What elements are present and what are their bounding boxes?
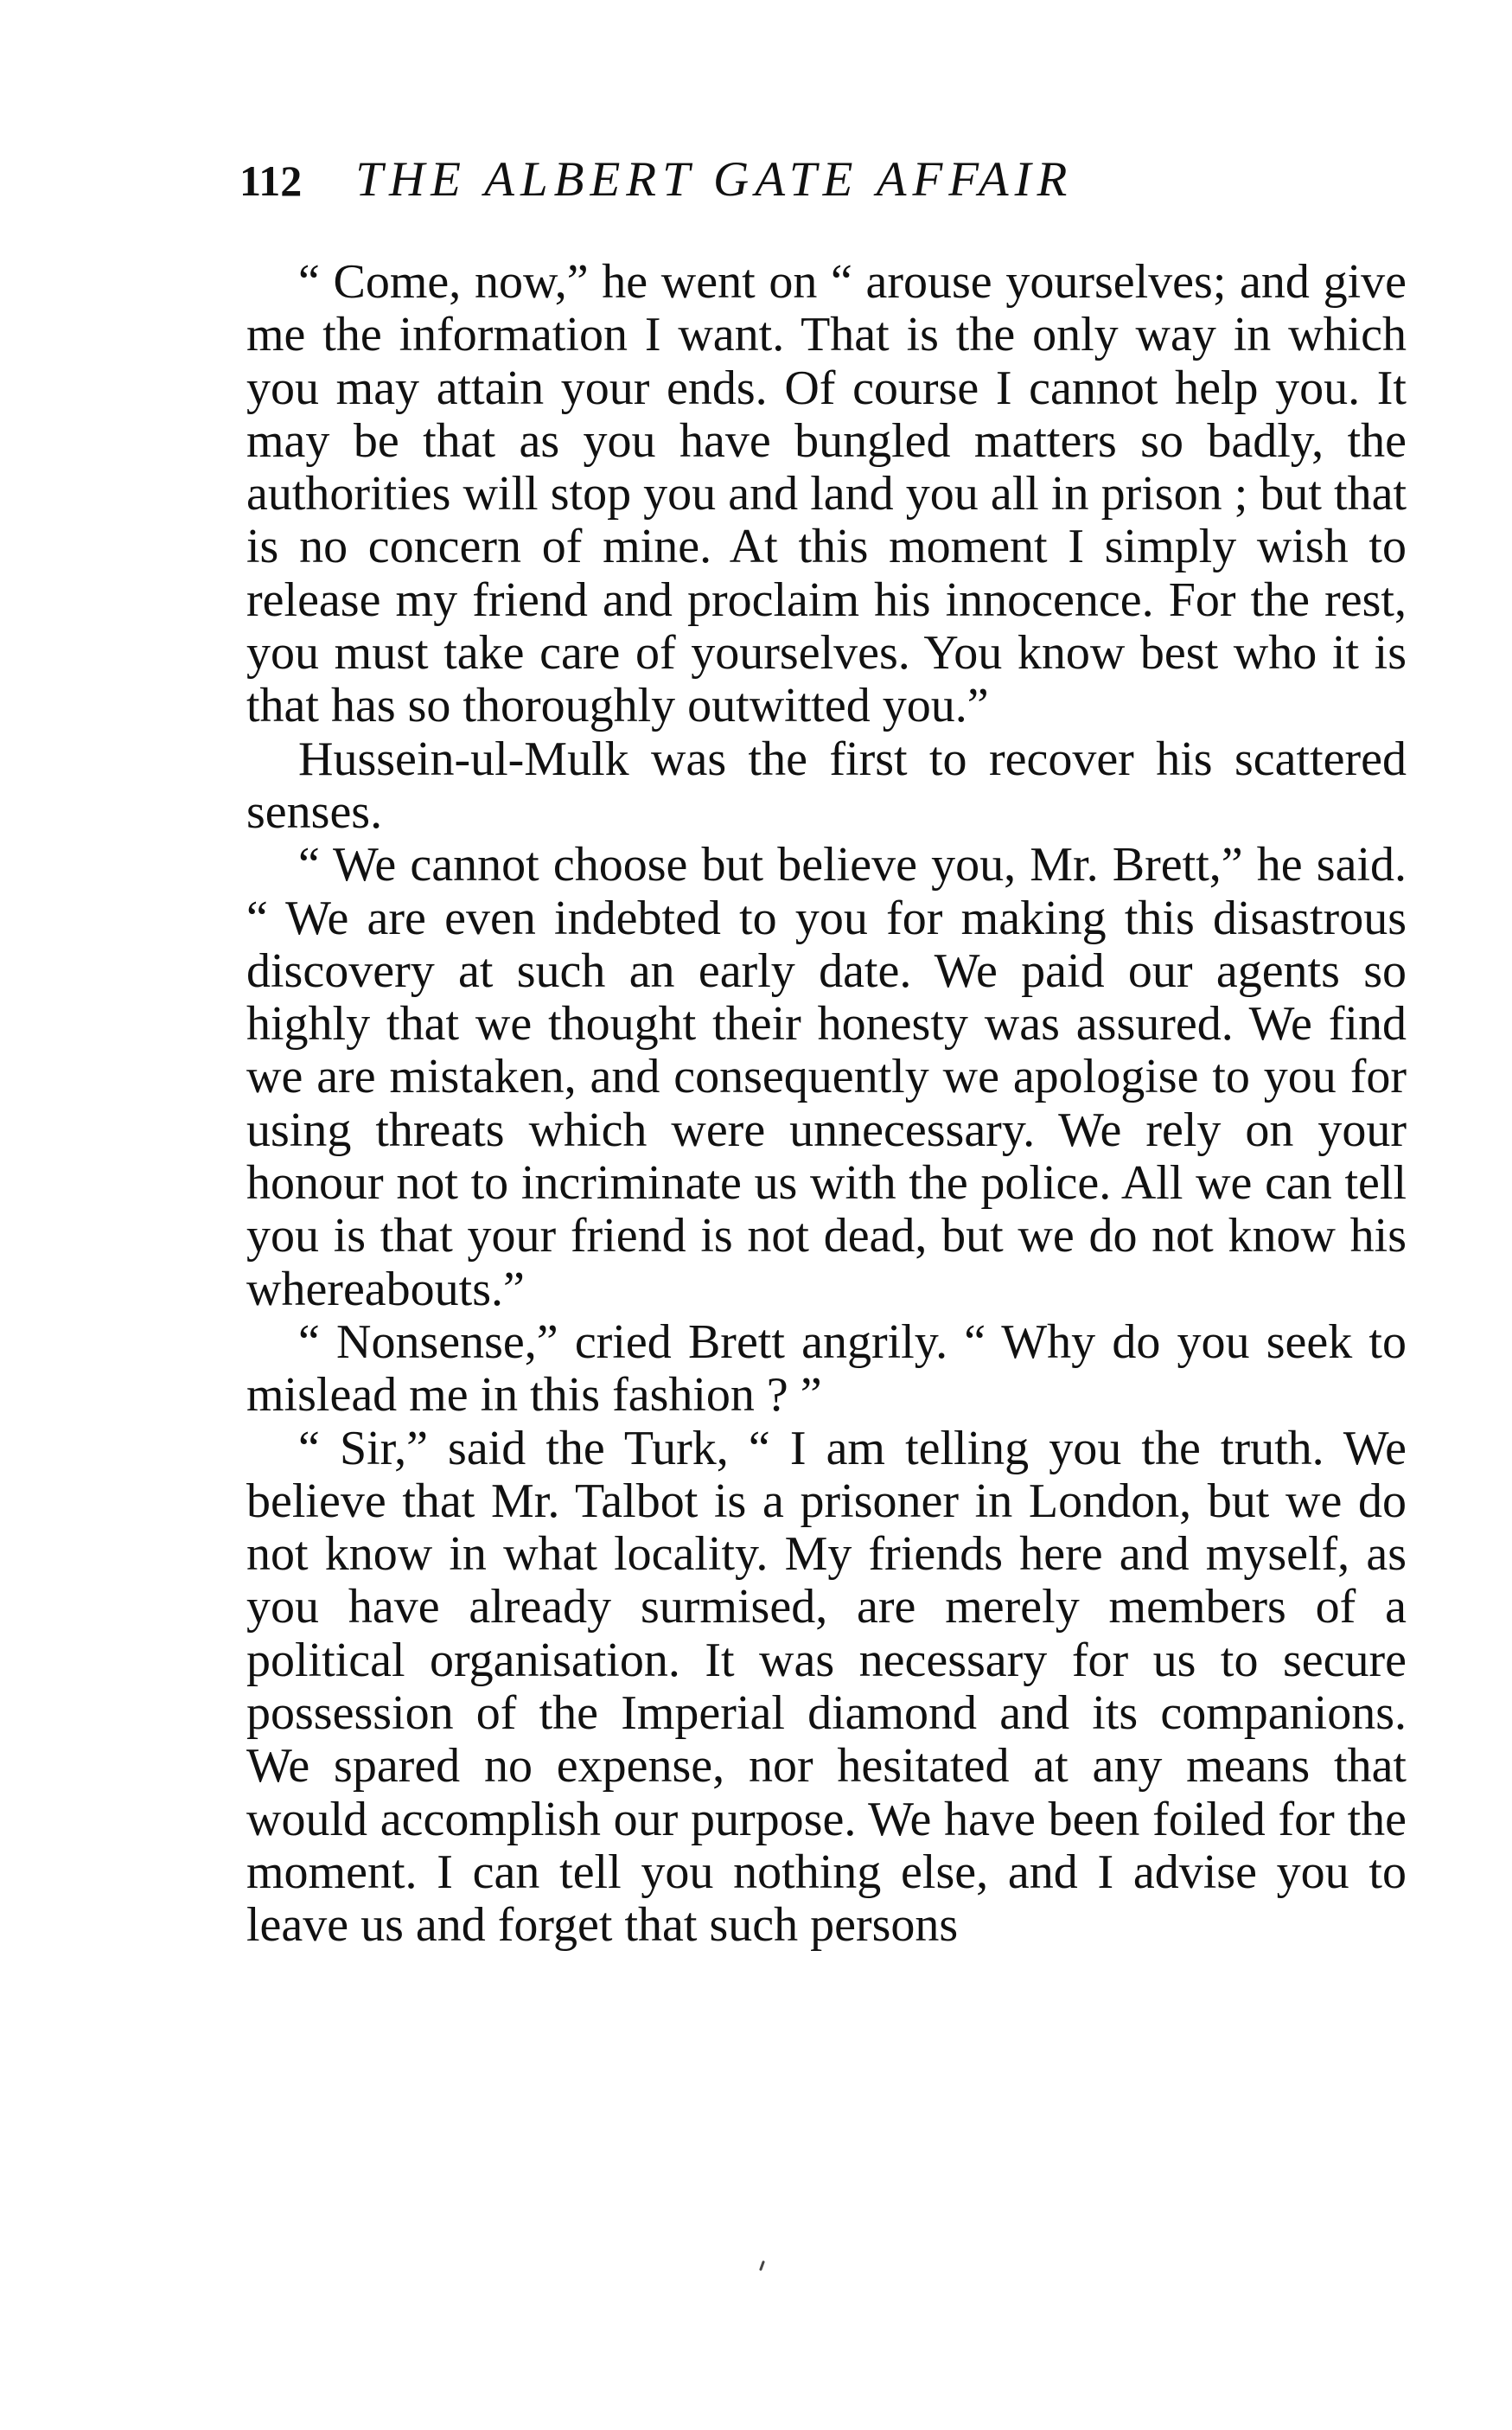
paragraph: Hussein-ul-Mulk was the first to recover his scattered senses. (246, 732, 1407, 839)
body-text (246, 256, 1407, 1953)
paragraph: “ Sir,” said the Turk, “ I am telling you the truth. We believe that Mr. Talbot is a prisoner in London, but we do not know in what locality. My friends here and myself, as you have already surmised, are merely members of a political organisation. It was necessary for us to secure possession of the Imperial diamond and its companions. We spared no expense, nor hesitated at any means that would accomplish our purpose. We have been foiled for the moment. I can tell you nothing else, and I advise you to leave us and forget that such persons (246, 1421, 1407, 1953)
paragraph: “ We cannot choose but believe you, Mr. Brett,” he said. “ We are even indebted to you for making this disastrous discovery at such an early date. We paid our agents so highly that we thought their honesty was assured. We find we are mistaken, and consequently we apologise to you for using threats which were unnecessary. We rely on your honour not to incriminate us with the police. All we can tell you is that your friend is not dead, but we do not know his whereabouts.” (246, 838, 1407, 1316)
ink-speck (759, 2261, 765, 2271)
page-number: 112 (239, 157, 303, 205)
paragraph: “ Come, now,” he went on “ arouse yourselves; and give me the information I want. That is the only way in which you may attain your ends. Of course I cannot help you. It may be that as you have bungled matters so badly, the authorities will stop you and land you all in prison ; but that is no concern of mine. At this moment I simply wish to release my friend and proclaim his innocence. For the rest, you must take care of yourselves. You know best who it is that has so thoroughly outwitted you.” (246, 255, 1407, 733)
running-title: THE ALBERT GATE AFFAIR (355, 152, 1074, 207)
paragraph: “ Nonsense,” cried Brett angrily. “ Why do you seek to mislead me in this fashion ? ” (246, 1314, 1407, 1423)
page-header (239, 145, 1415, 214)
